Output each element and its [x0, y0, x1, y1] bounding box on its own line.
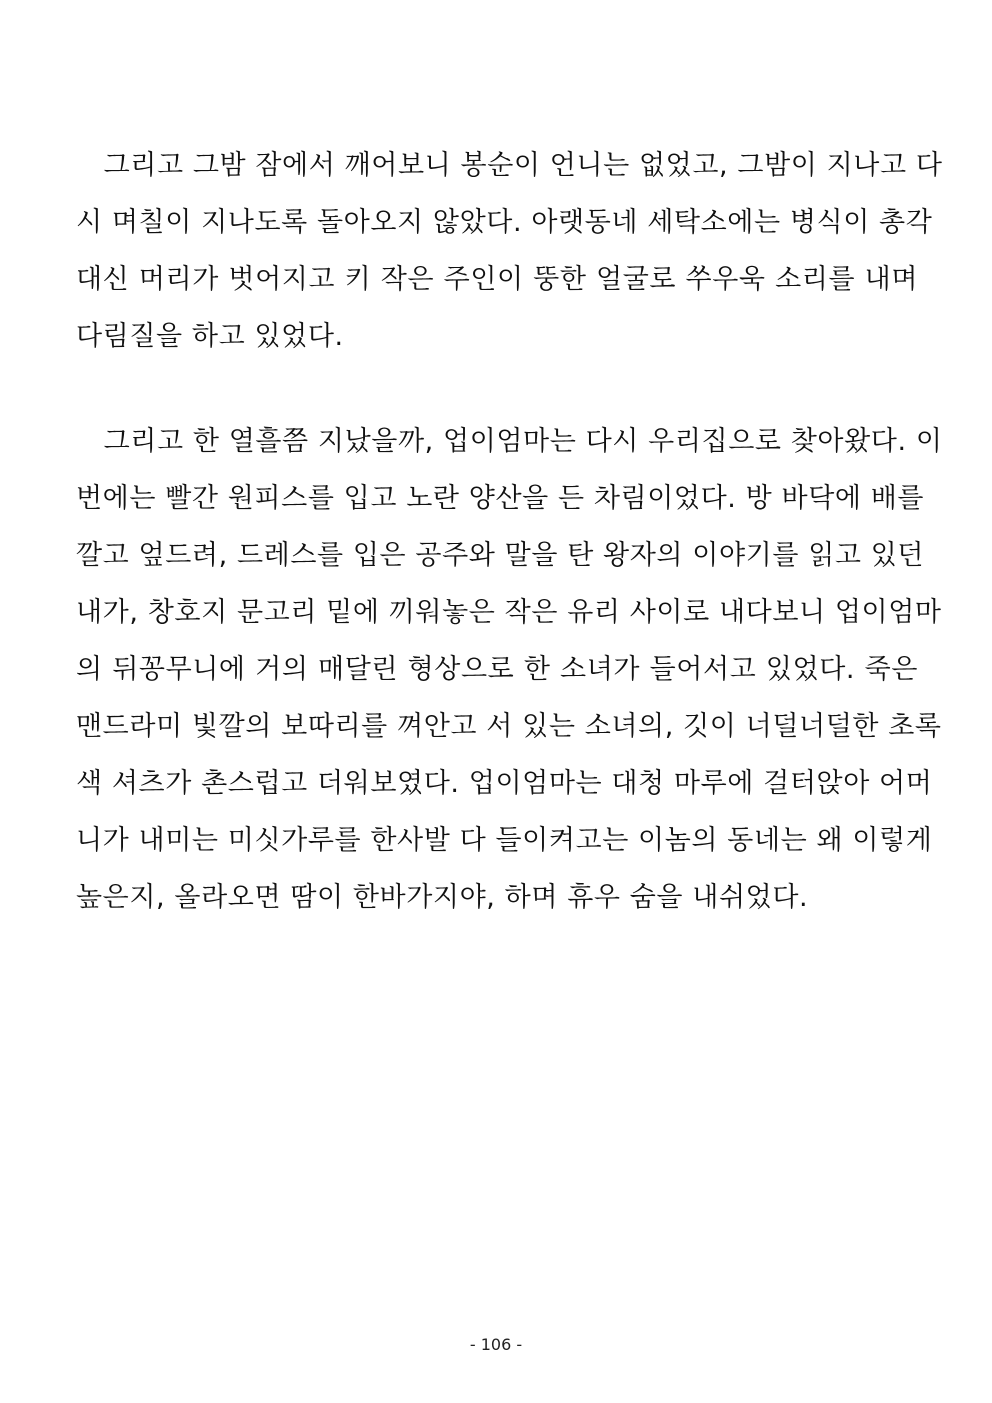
text-line: 맨드라미 빛깔의 보따리를 껴안고 서 있는 소녀의, 깃이 너덜너덜한 초록 — [76, 711, 942, 742]
text-line: 대신 머리가 벗어지고 키 작은 주인이 뚱한 얼굴로 쑤우욱 소리를 내며 — [76, 264, 918, 295]
page-number: - 106 - — [469, 1335, 523, 1354]
text-line: 내가, 창호지 문고리 밑에 끼워놓은 작은 유리 사이로 내다보니 업이엄마 — [76, 597, 942, 628]
paragraph-1 — [76, 144, 943, 372]
text-line: 깔고 엎드려, 드레스를 입은 공주와 말을 탄 왕자의 이야기를 읽고 있던 — [76, 540, 925, 571]
text-line: 색 셔츠가 촌스럽고 더워보였다. 업이엄마는 대청 마루에 걸터앉아 어머 — [76, 768, 933, 799]
text-line: 니가 내미는 미싯가루를 한사발 다 들이켜고는 이놈의 동네는 왜 이렇게 — [76, 825, 933, 856]
text-line: 번에는 빨간 원피스를 입고 노란 양산을 든 차림이었다. 방 바닥에 배를 — [76, 483, 925, 514]
text-line: 그리고 그밤 잠에서 깨어보니 봉순이 언니는 없었고, 그밤이 지나고 다 — [76, 150, 943, 181]
text-line: 시 며칠이 지나도록 돌아오지 않았다. 아랫동네 세탁소에는 병식이 총각 — [76, 207, 933, 238]
text-line: 그리고 한 열흘쯤 지났을까, 업이엄마는 다시 우리집으로 찾아왔다. 이 — [76, 426, 943, 457]
text-line: 높은지, 올라오면 땀이 한바가지야, 하며 휴우 숨을 내쉬었다. — [76, 882, 809, 913]
text-line: 다림질을 하고 있었다. — [76, 321, 344, 352]
text-line: 의 뒤꽁무니에 거의 매달린 형상으로 한 소녀가 들어서고 있었다. 죽은 — [76, 654, 918, 685]
paragraph-2 — [76, 420, 943, 933]
